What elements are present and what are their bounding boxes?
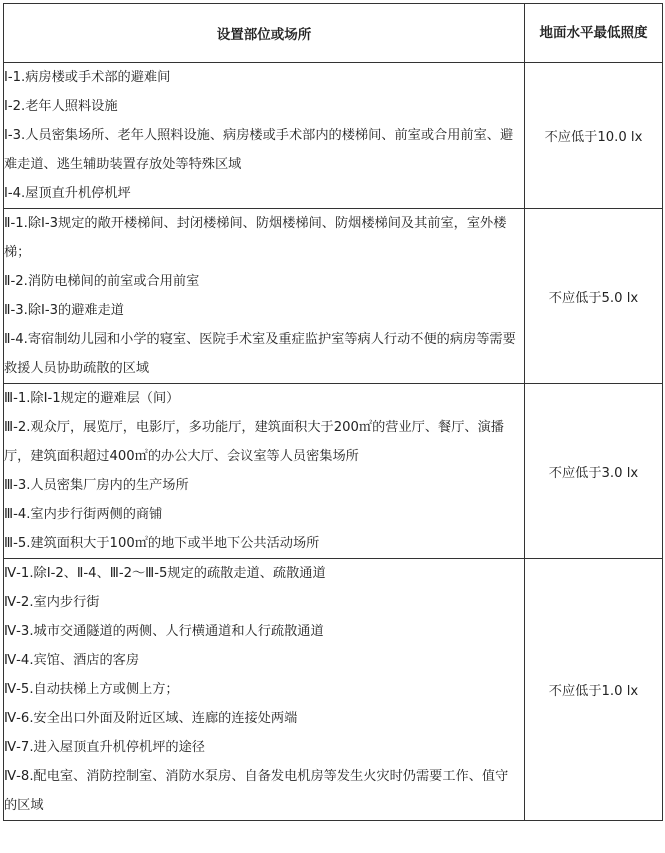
row-locations	[4, 63, 525, 209]
illuminance-table	[3, 3, 663, 821]
table-row	[4, 209, 663, 384]
list-item: Ⅲ-3.人员密集厂房内的生产场所	[4, 478, 189, 493]
list-item: Ⅳ-6.安全出口外面及附近区域、连廊的连接处两端	[4, 711, 298, 726]
table-row	[4, 384, 663, 559]
list-item: Ⅱ-3.除Ⅰ-3的避难走道	[4, 303, 124, 318]
list-item: Ⅳ-5.自动扶梯上方或侧上方；	[4, 682, 179, 697]
row-locations	[4, 384, 525, 559]
table-row	[4, 559, 663, 821]
list-item: Ⅲ-2.观众厅，展览厅，电影厅，多功能厅，建筑面积大于200㎡的营业厅、餐厅、演播厅，建筑面积超过400㎡的办公大厅、会议室等人员密集场所	[4, 420, 504, 464]
header-row	[4, 4, 663, 63]
header-illuminance: 地面水平最低照度	[525, 4, 663, 63]
table-row	[4, 63, 663, 209]
header-location: 设置部位或场所	[4, 4, 525, 63]
list-item: Ⅲ-5.建筑面积大于100㎡的地下或半地下公共活动场所	[4, 536, 320, 551]
list-item: Ⅲ-1.除Ⅰ-1规定的避难层（间）	[4, 391, 180, 406]
row-illuminance-value: 不应低于5.0 lx	[525, 209, 663, 384]
list-item: Ⅳ-8.配电室、消防控制室、消防水泵房、自备发电机房等发生火灾时仍需要工作、值守的区域	[4, 769, 509, 813]
list-item: Ⅱ-1.除Ⅰ-3规定的敞开楼梯间、封闭楼梯间、防烟楼梯间、防烟楼梯间及其前室，室外楼梯；	[4, 216, 507, 260]
row-locations	[4, 559, 525, 821]
list-item: Ⅳ-4.宾馆、酒店的客房	[4, 653, 140, 668]
list-item: Ⅰ-3.人员密集场所、老年人照料设施、病房楼或手术部内的楼梯间、前室或合用前室、避难走道、逃生辅助装置存放处等特殊区域	[4, 128, 514, 172]
list-item: Ⅳ-2.室内步行街	[4, 595, 100, 610]
list-item: Ⅰ-1.病房楼或手术部的避难间	[4, 70, 171, 85]
list-item: Ⅰ-4.屋顶直升机停机坪	[4, 186, 131, 201]
list-item: Ⅱ-4.寄宿制幼儿园和小学的寝室、医院手术室及重症监护室等病人行动不便的病房等需要救援人员协助疏散的区域	[4, 332, 516, 376]
list-item: Ⅲ-4.室内步行街两侧的商铺	[4, 507, 163, 522]
row-illuminance-value: 不应低于1.0 lx	[525, 559, 663, 821]
row-illuminance-value: 不应低于10.0 lx	[525, 63, 663, 209]
row-illuminance-value: 不应低于3.0 lx	[525, 384, 663, 559]
list-item: Ⅱ-2.消防电梯间的前室或合用前室	[4, 274, 200, 289]
list-item: Ⅳ-1.除Ⅰ-2、Ⅱ-4、Ⅲ-2～Ⅲ-5规定的疏散走道、疏散通道	[4, 566, 326, 581]
list-item: Ⅰ-2.老年人照料设施	[4, 99, 118, 114]
row-locations	[4, 209, 525, 384]
list-item: Ⅳ-7.进入屋顶直升机停机坪的途径	[4, 740, 205, 755]
list-item: Ⅳ-3.城市交通隧道的两侧、人行横通道和人行疏散通道	[4, 624, 324, 639]
